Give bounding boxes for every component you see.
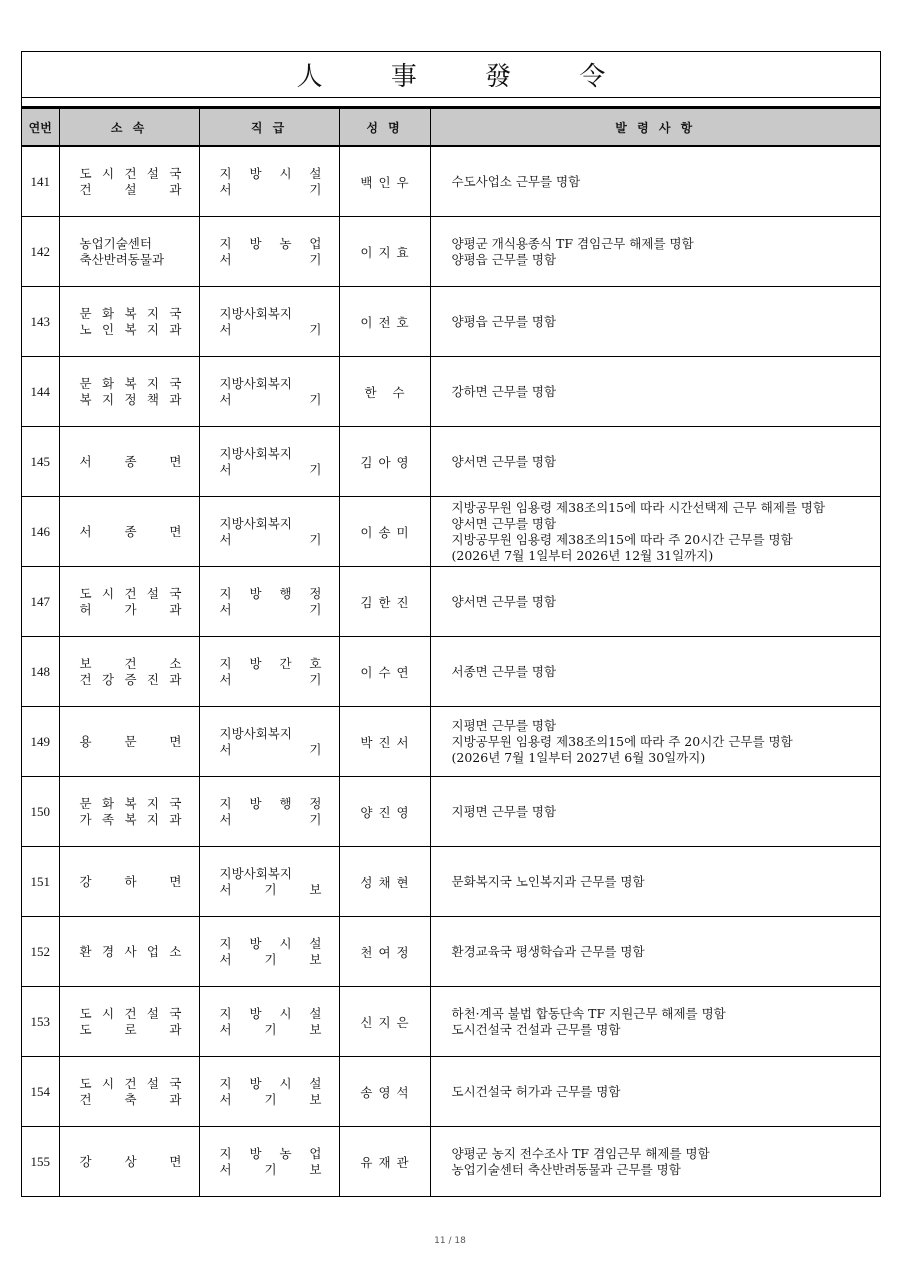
- table-row: [22, 567, 880, 637]
- order-details-cell: [430, 287, 880, 357]
- order-details-cell: [430, 567, 880, 637]
- department-line: 건 축 과: [79, 1091, 182, 1107]
- row-number: 152: [22, 917, 59, 987]
- department-line: 용 문 면: [79, 733, 182, 749]
- rank-cell: [199, 707, 339, 777]
- department-line: 도 시 건 설 국: [79, 585, 182, 601]
- rank-cell: [199, 497, 339, 567]
- order-line: 양평읍 근무를 명함: [451, 313, 557, 329]
- rank-line: 서 기: [219, 461, 322, 477]
- header-name: 성 명: [339, 108, 430, 146]
- table-row: [22, 1057, 880, 1127]
- employee-name: 이전호: [339, 287, 430, 357]
- employee-name: 김아영: [339, 427, 430, 497]
- order-details-cell: [430, 1057, 880, 1127]
- order-line: 지방공무원 임용령 제38조의15에 따라 주 20시간 근무를 명함: [451, 531, 793, 547]
- rank-cell: [199, 357, 339, 427]
- row-number: 141: [22, 146, 59, 217]
- employee-name: 천여정: [339, 917, 430, 987]
- order-line: 양서면 근무를 명함: [451, 515, 557, 531]
- rank-line: 지 방 행 정: [219, 585, 322, 601]
- employee-name: 박진서: [339, 707, 430, 777]
- department-line: 서 종 면: [79, 523, 182, 539]
- table-row: [22, 287, 880, 357]
- department-line: 건 설 과: [79, 181, 182, 197]
- department-line: 복 지 정 책 과: [79, 391, 182, 407]
- department-line: 보 건 소: [79, 655, 182, 671]
- order-line: 농업기술센터 축산반려동물과 근무를 명함: [451, 1161, 681, 1177]
- rank-line: 서 기 보: [219, 1161, 322, 1177]
- rank-cell: [199, 637, 339, 707]
- department-cell: [59, 357, 199, 427]
- rank-cell: [199, 987, 339, 1057]
- employee-name: 송영석: [339, 1057, 430, 1127]
- order-details-cell: [430, 777, 880, 847]
- row-number: 142: [22, 217, 59, 287]
- row-number: 154: [22, 1057, 59, 1127]
- department-line: 서 종 면: [79, 453, 182, 469]
- order-line: 양서면 근무를 명함: [451, 453, 557, 469]
- row-number: 144: [22, 357, 59, 427]
- employee-name: 한 수: [339, 357, 430, 427]
- department-line: 문 화 복 지 국: [79, 795, 182, 811]
- department-cell: [59, 847, 199, 917]
- order-details-cell: [430, 357, 880, 427]
- department-line: 가 족 복 지 과: [79, 811, 182, 827]
- order-line: 강하면 근무를 명함: [451, 383, 557, 399]
- order-line: 지평면 근무를 명함: [451, 717, 557, 733]
- department-line: 농업기술센터: [79, 235, 152, 251]
- row-number: 146: [22, 497, 59, 567]
- row-number: 143: [22, 287, 59, 357]
- department-line: 문 화 복 지 국: [79, 375, 182, 391]
- table-row: [22, 357, 880, 427]
- department-cell: [59, 707, 199, 777]
- rank-line: 서 기 보: [219, 881, 322, 897]
- rank-line: 지방사회복지: [219, 375, 292, 391]
- rank-line: 서 기 보: [219, 1021, 322, 1037]
- rank-line: 서 기: [219, 321, 322, 337]
- department-cell: [59, 777, 199, 847]
- order-details-cell: [430, 987, 880, 1057]
- rank-cell: [199, 567, 339, 637]
- rank-line: 지방사회복지: [219, 305, 292, 321]
- order-line: (2026년 7월 1일부터 2027년 6월 30일까지): [451, 749, 706, 765]
- rank-cell: [199, 217, 339, 287]
- rank-line: 지방사회복지: [219, 515, 292, 531]
- order-line: 양평읍 근무를 명함: [451, 251, 557, 267]
- personnel-table: [22, 107, 880, 1196]
- rank-line: 지방사회복지: [219, 445, 292, 461]
- order-line: 문화복지국 노인복지과 근무를 명함: [451, 873, 645, 889]
- page-number: 11 / 18: [434, 1236, 466, 1246]
- rank-cell: [199, 1127, 339, 1197]
- department-cell: [59, 287, 199, 357]
- order-details-cell: [430, 217, 880, 287]
- order-line: 양서면 근무를 명함: [451, 593, 557, 609]
- rank-line: 지 방 시 설: [219, 1075, 322, 1091]
- header-rank: 직 급: [199, 108, 339, 146]
- table-row: [22, 146, 880, 217]
- row-number: 149: [22, 707, 59, 777]
- rank-cell: [199, 1057, 339, 1127]
- rank-cell: [199, 287, 339, 357]
- row-number: 150: [22, 777, 59, 847]
- rank-line: 지 방 시 설: [219, 1005, 322, 1021]
- department-line: 도 시 건 설 국: [79, 165, 182, 181]
- rank-cell: [199, 427, 339, 497]
- department-cell: [59, 427, 199, 497]
- order-line: 환경교육국 평생학습과 근무를 명함: [451, 943, 645, 959]
- rank-line: 지 방 농 업: [219, 1145, 322, 1161]
- rank-line: 지방사회복지: [219, 865, 292, 881]
- department-cell: [59, 987, 199, 1057]
- department-line: 도 시 건 설 국: [79, 1005, 182, 1021]
- rank-line: 서 기 보: [219, 1091, 322, 1107]
- table-body: [22, 146, 880, 1196]
- rank-cell: [199, 777, 339, 847]
- rank-cell: [199, 917, 339, 987]
- order-details-cell: [430, 917, 880, 987]
- employee-name: 백인우: [339, 146, 430, 217]
- table-row: [22, 917, 880, 987]
- department-line: 도 시 건 설 국: [79, 1075, 182, 1091]
- table-row: [22, 707, 880, 777]
- order-line: 양평군 농지 전수조사 TF 겸임근무 해제를 명함: [451, 1145, 710, 1161]
- order-line: 양평군 개식용종식 TF 겸임근무 해제를 명함: [451, 235, 694, 251]
- rank-line: 서 기: [219, 531, 322, 547]
- rank-line: 서 기: [219, 391, 322, 407]
- row-number: 155: [22, 1127, 59, 1197]
- row-number: 153: [22, 987, 59, 1057]
- table-row: [22, 427, 880, 497]
- department-cell: [59, 146, 199, 217]
- rank-line: 서 기: [219, 181, 322, 197]
- header-dept: 소 속: [59, 108, 199, 146]
- employee-name: 신지은: [339, 987, 430, 1057]
- order-line: 지방공무원 임용령 제38조의15에 따라 주 20시간 근무를 명함: [451, 733, 793, 749]
- department-cell: [59, 217, 199, 287]
- rank-line: 서 기: [219, 811, 322, 827]
- department-cell: [59, 567, 199, 637]
- order-details-cell: [430, 1127, 880, 1197]
- rank-line: 서 기: [219, 601, 322, 617]
- rank-line: 지 방 간 호: [219, 655, 322, 671]
- department-line: 허 가 과: [79, 601, 182, 617]
- rank-cell: [199, 146, 339, 217]
- department-cell: [59, 1127, 199, 1197]
- order-line: 서종면 근무를 명함: [451, 663, 557, 679]
- department-cell: [59, 497, 199, 567]
- order-details-cell: [430, 146, 880, 217]
- title-divider: [22, 98, 880, 107]
- order-details-cell: [430, 637, 880, 707]
- order-details-cell: [430, 847, 880, 917]
- rank-line: 서 기: [219, 251, 322, 267]
- document-frame: [21, 51, 881, 1197]
- order-line: 지평면 근무를 명함: [451, 803, 557, 819]
- order-line: 지방공무원 임용령 제38조의15에 따라 시간선택제 근무 해제를 명함: [451, 499, 826, 515]
- header-note: 발 령 사 항: [430, 108, 880, 146]
- rank-line: 지 방 농 업: [219, 235, 322, 251]
- employee-name: 이송미: [339, 497, 430, 567]
- department-line: 축산반려동물과: [79, 251, 165, 267]
- table-header-row: [22, 108, 880, 146]
- order-line: 도시건설국 건설과 근무를 명함: [451, 1021, 621, 1037]
- order-line: 하천·계곡 불법 합동단속 TF 지원근무 해제를 명함: [451, 1005, 726, 1021]
- rank-line: 서 기: [219, 671, 322, 687]
- employee-name: 이수연: [339, 637, 430, 707]
- table-row: [22, 497, 880, 567]
- rank-cell: [199, 847, 339, 917]
- order-line: 도시건설국 허가과 근무를 명함: [451, 1083, 621, 1099]
- department-line: 건 강 증 진 과: [79, 671, 182, 687]
- department-line: 강 상 면: [79, 1153, 182, 1169]
- row-number: 145: [22, 427, 59, 497]
- order-line: 수도사업소 근무를 명함: [451, 173, 581, 189]
- employee-name: 김한진: [339, 567, 430, 637]
- department-line: 강 하 면: [79, 873, 182, 889]
- employee-name: 양진영: [339, 777, 430, 847]
- department-line: 도 로 과: [79, 1021, 182, 1037]
- department-cell: [59, 917, 199, 987]
- row-number: 147: [22, 567, 59, 637]
- row-number: 151: [22, 847, 59, 917]
- employee-name: 이지효: [339, 217, 430, 287]
- rank-line: 지 방 행 정: [219, 795, 322, 811]
- rank-line: 지방사회복지: [219, 725, 292, 741]
- rank-line: 서 기 보: [219, 951, 322, 967]
- table-row: [22, 777, 880, 847]
- department-line: 문 화 복 지 국: [79, 305, 182, 321]
- order-details-cell: [430, 497, 880, 567]
- rank-line: 서 기: [219, 741, 322, 757]
- table-row: [22, 217, 880, 287]
- department-line: 환 경 사 업 소: [79, 943, 182, 959]
- table-row: [22, 987, 880, 1057]
- department-line: 노 인 복 지 과: [79, 321, 182, 337]
- title-box: [22, 52, 880, 98]
- employee-name: 유재관: [339, 1127, 430, 1197]
- order-details-cell: [430, 707, 880, 777]
- order-details-cell: [430, 427, 880, 497]
- table-row: [22, 847, 880, 917]
- department-cell: [59, 637, 199, 707]
- page-title: 人 事 發 令: [296, 62, 636, 92]
- row-number: 148: [22, 637, 59, 707]
- header-no: 연번: [22, 108, 59, 146]
- employee-name: 성채현: [339, 847, 430, 917]
- department-cell: [59, 1057, 199, 1127]
- table-row: [22, 637, 880, 707]
- rank-line: 지 방 시 설: [219, 165, 322, 181]
- order-line: (2026년 7월 1일부터 2026년 12월 31일까지): [451, 547, 714, 563]
- table-row: [22, 1127, 880, 1197]
- rank-line: 지 방 시 설: [219, 935, 322, 951]
